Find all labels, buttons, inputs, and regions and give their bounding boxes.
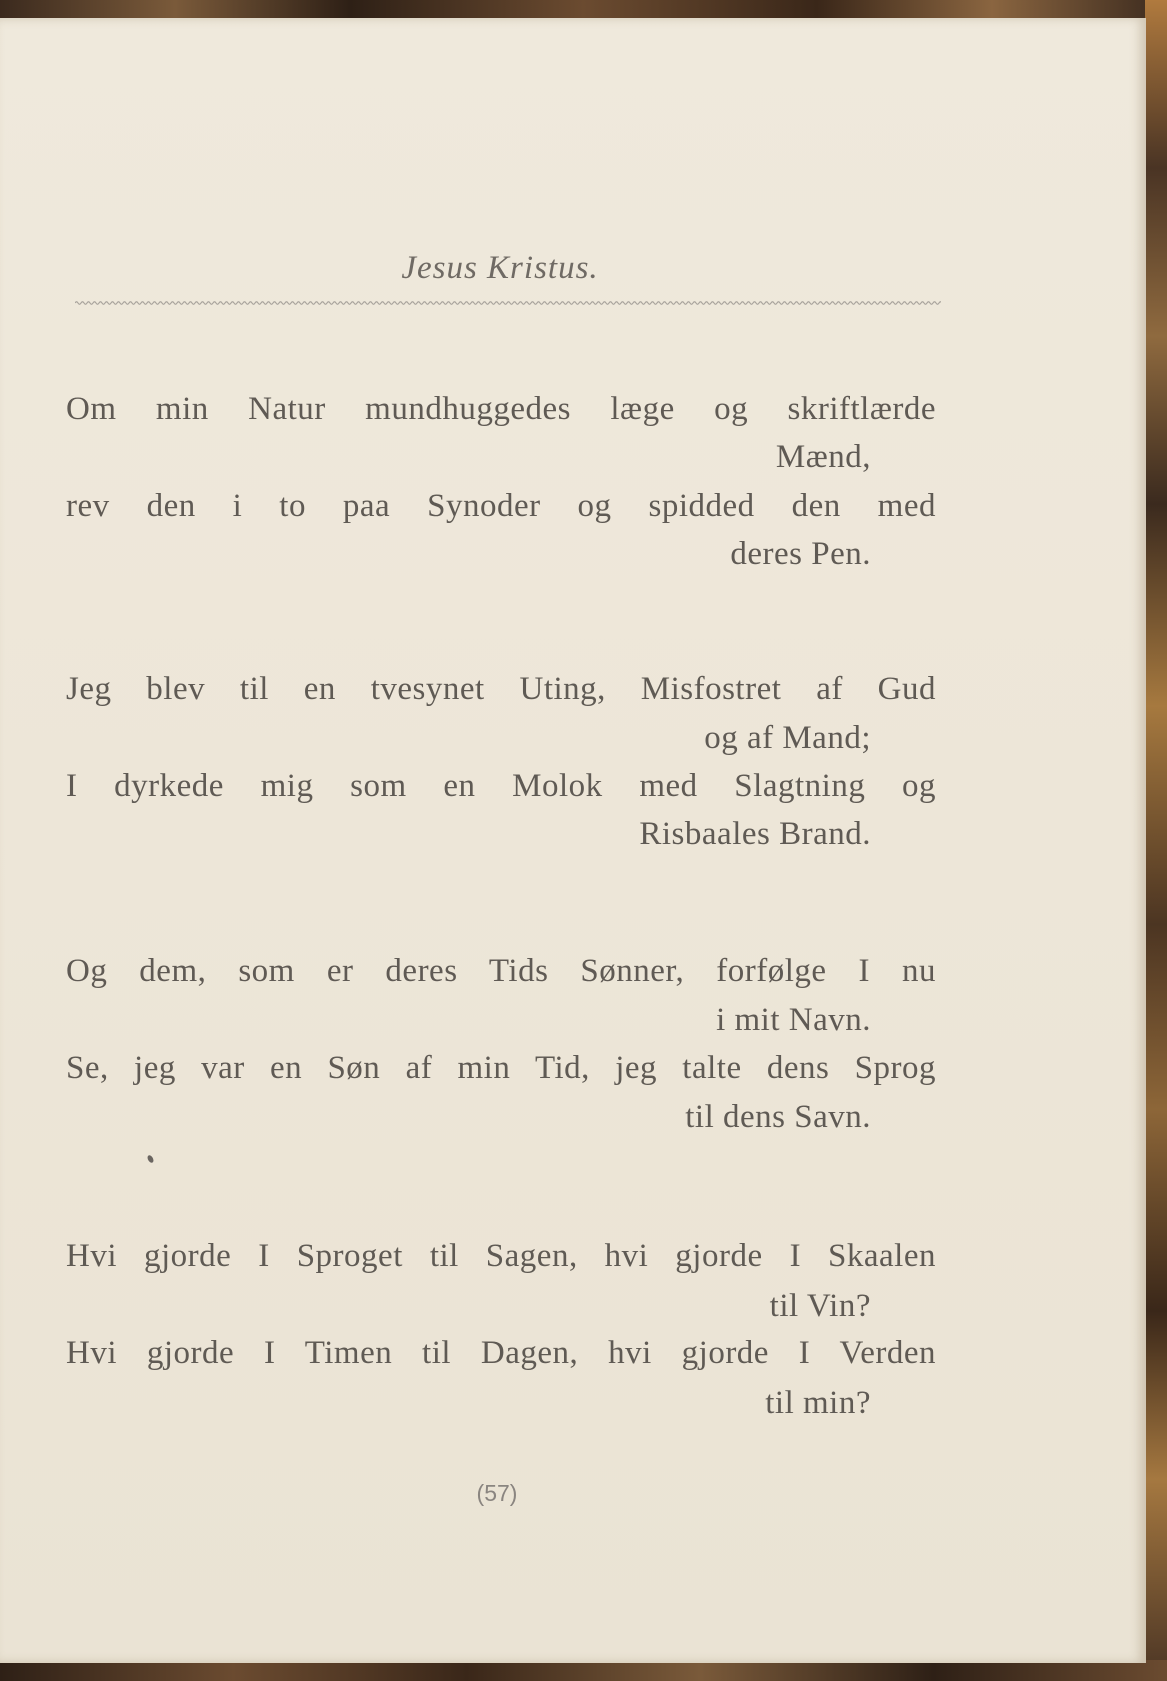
page-number: (57): [476, 1480, 518, 1506]
poem-line-continuation: deres Pen.: [730, 536, 871, 572]
poem-line-continuation: til dens Savn.: [685, 1099, 871, 1135]
poem-line: I dyrkede mig som en Molok med Slagtning og: [66, 768, 936, 804]
poem-line-continuation: Risbaales Brand.: [639, 816, 871, 852]
ink-speck: [146, 1154, 154, 1163]
poem-line: Hvi gjorde I Timen til Dagen, hvi gjorde I Verden: [66, 1335, 936, 1371]
poem-line: rev den i to paa Synoder og spidded den med: [66, 488, 936, 524]
poem-line: Se, jeg var en Søn af min Tid, jeg talte dens Sprog: [66, 1050, 936, 1086]
poem-line-continuation: Mænd,: [775, 439, 871, 475]
poem-line: Om min Natur mundhuggedes læge og skriftlærde: [66, 391, 936, 427]
wavy-rule: [75, 300, 941, 306]
poem-line: Og dem, som er deres Tids Sønner, forfølge I nu: [66, 953, 936, 989]
poem-line-continuation: og af Mand;: [704, 720, 871, 756]
poem-line: Jeg blev til en tvesynet Uting, Misfostret af Gud: [66, 671, 936, 707]
running-title: Jesus Kristus.: [401, 250, 599, 286]
poem-line-continuation: til min?: [765, 1385, 871, 1421]
book-cover-edge-bottom: [0, 1660, 1167, 1681]
poem-line: Hvi gjorde I Sproget til Sagen, hvi gjorde I Skaalen: [66, 1238, 936, 1274]
poem-line-continuation: i mit Navn.: [716, 1002, 871, 1038]
book-page: [0, 18, 1146, 1663]
poem-line-continuation: til Vin?: [769, 1288, 871, 1324]
book-cover-edge-right: [1145, 0, 1167, 1681]
